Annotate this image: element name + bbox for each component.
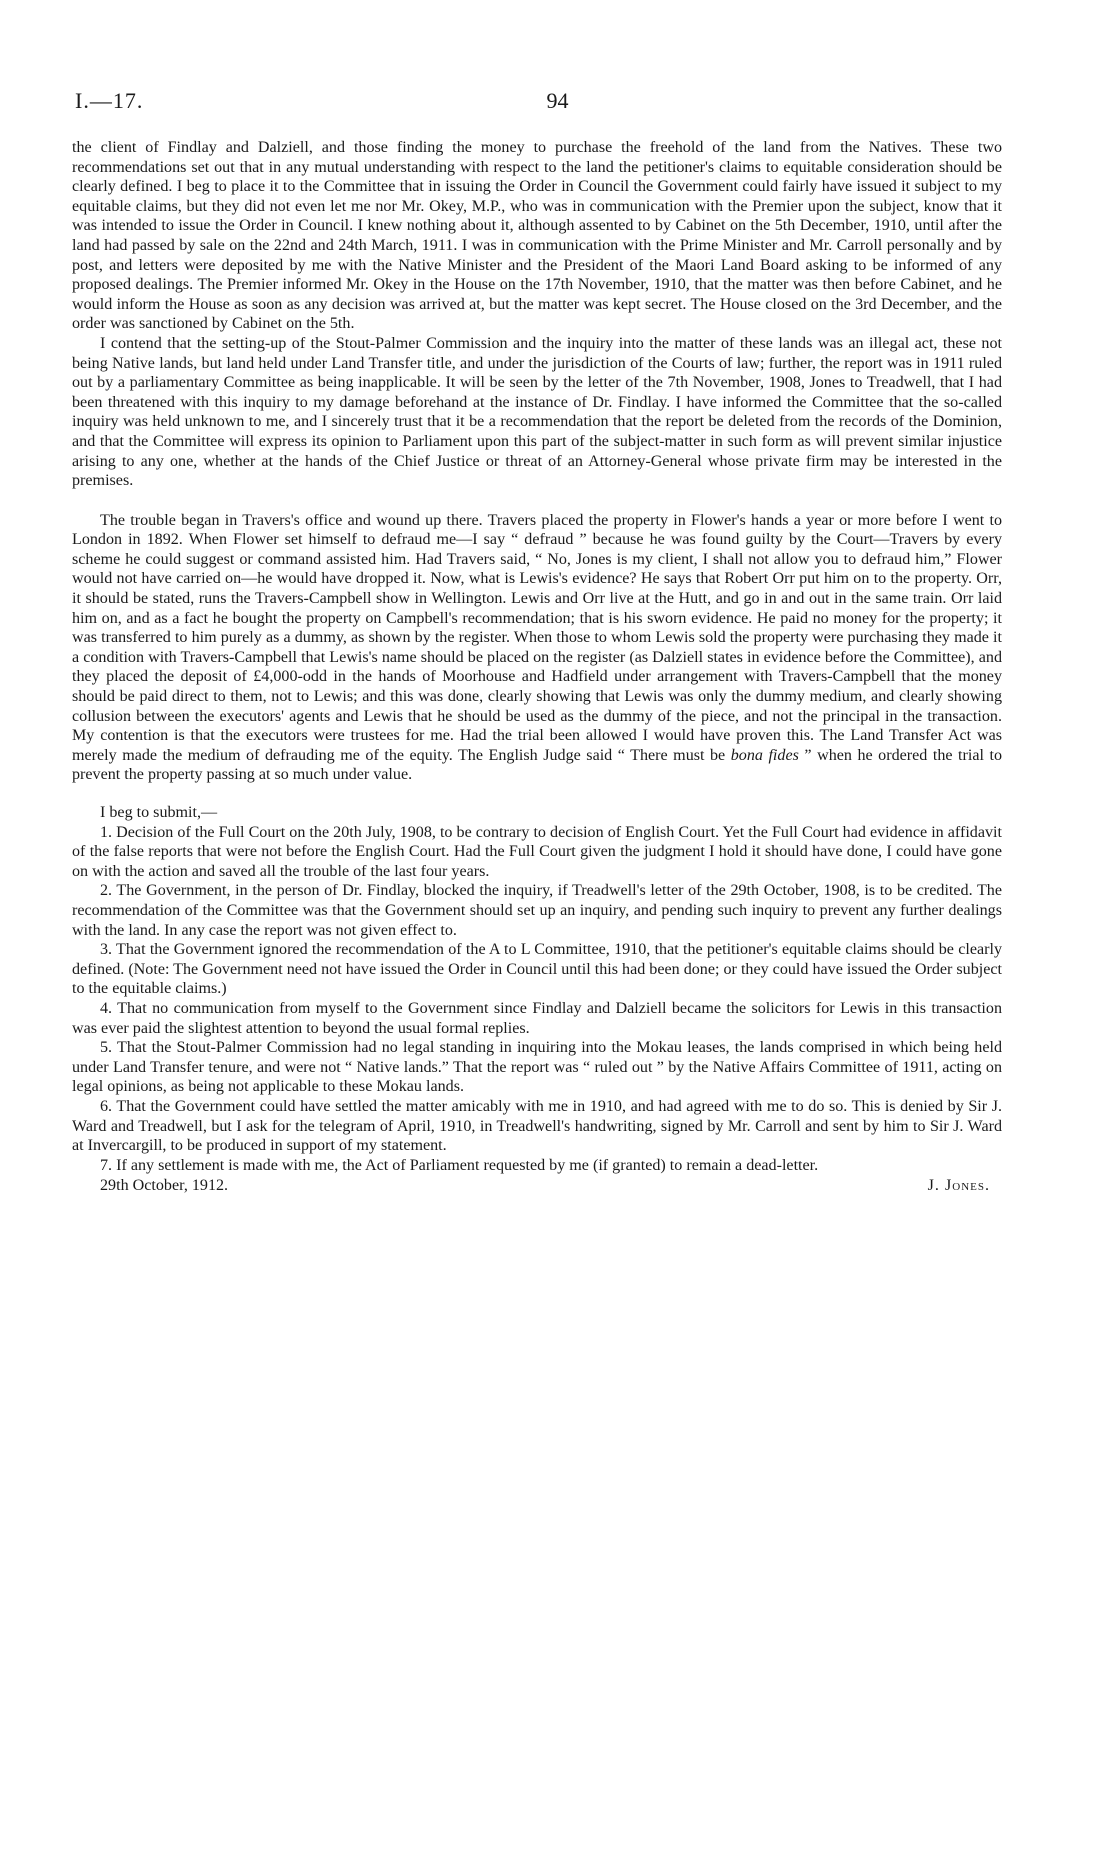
submission-item-2: 2. The Government, in the person of Dr. Findlay, blocked the inquiry, if Treadwell's letter of the 29th October, 1908, is to be credited. The recommendation of the Committee was that the Government should set up an inquiry, and pending such inquiry to prevent any further dealings with the land. In any case the report was not given effect to.: [72, 882, 1002, 939]
submission-item-4: 4. That no communication from myself to the Government since Findlay and Dalziell became the solicitors for Lewis in this transaction was ever paid the slightest attention to beyond the usual formal replies.: [72, 999, 1002, 1037]
signature-name: J. Jones.: [927, 1177, 990, 1195]
parliamentary-paper-ref: I.—17.: [75, 88, 144, 113]
body-paragraph-3-tail: ” when he ordered the trial to prevent the property passing at so much under value.: [72, 746, 1003, 784]
signature-block: [72, 1176, 1002, 1198]
body-paragraph-1: the client of Findlay and Dalziell, and those finding the money to purchase the freehold of the land from the Natives. These two recommendations set out that in any mutual understanding with respect to the land the petitioner's claims to equitable consideration should be clearly defined. I beg to place it to the Committee that in issuing the Order in Council the Government could fairly have issued it subject to my equitable claims, but they did not even let me nor Mr. Okey, M.P., who was in communication with the Premier upon the subject, know that it was intended to issue the Order in Council. I knew nothing about it, although assented to by Cabinet on the 5th December, 1910, until after the land had passed by sale on the 22nd and 24th March, 1911. I was in communication with the Prime Minister and Mr. Carroll personally and by post, and letters were deposited by me with the Native Minister and the President of the Maori Land Board asking to be informed of any proposed dealings. The Premier informed Mr. Okey in the House on the 17th November, 1910, that the matter was then before Cabinet, and he would inform the House as soon as any decision was arrived at, but the matter was kept secret. The House closed on the 3rd December, and the order was sanctioned by Cabinet on the 5th.: [72, 139, 1002, 333]
page-number: 94: [546, 88, 569, 113]
submission-item-7: 7. If any settlement is made with me, the Act of Parliament requested by me (if granted) to remain a dead-letter.: [100, 1156, 819, 1174]
document-body: [72, 138, 1002, 1198]
page-header: [75, 88, 1040, 118]
signature-date: 29th October, 1912.: [100, 1177, 229, 1195]
latin-phrase: bona fides: [730, 746, 799, 764]
body-paragraph-3: [72, 511, 1002, 785]
submission-item-1: 1. Decision of the Full Court on the 20th July, 1908, to be contrary to decision of English Court. Yet the Full Court had evidence in affidavit of the false reports that were not before the English Court. Had the Full Court given the judgment I hold it should have done, I could have gone on with the action and saved all the trouble of the last four years.: [72, 823, 1002, 880]
submission-intro: I beg to submit,—: [100, 804, 218, 821]
submission-item-3: 3. That the Government ignored the recommendation of the A to L Committee, 1910, that the petitioner's equitable claims should be clearly defined. (Note: The Government need not have issued the Order in Council until this had been done; or they could have issued the Order subject to the equitable claims.): [72, 941, 1002, 998]
body-paragraph-3-text: The trouble began in Travers's office and wound up there. Travers placed the property in Flower's hands a year or more before I went to London in 1892. When Flower set himself to defraud me—I say “ defraud ” because he was found guilty by the Court—Travers by every scheme he could suggest or command assisted him. Had Travers said, “ No, Jones is my client, I shall not allow you to defraud him,” Flower would not have carried on—he would have dropped it. Now, what is Lewis's evidence? He says that Robert Orr put him on to the property. Orr, it should be stated, runs the Travers-Campbell show in Wellington. Lewis and Orr live at the Hutt, and go in and out in the same train. Orr laid him on, and as a fact he bought the property on Campbell's recommendation; that is his sworn evidence. He paid no money for the property; it was transferred to him purely as a dummy, as shown by the register. When those to whom Lewis sold the property were purchasing they made it a condition with Travers-Campbell that Lewis's name should be placed on the register (as Dalziell states in evidence before the Committee), and they placed the deposit of £4,000-odd in the hands of Moorhouse and Hadfield under arrangement with Travers-Campbell that the money should be paid direct to them, not to Lewis; and this was done, clearly showing that Lewis was only the dummy medium, and clearly showing collusion between the executors' agents and Lewis that he should be used as the dummy of the piece, and not the principal in the transaction. My contention is that the executors were trustees for me. Had the trial been allowed I would have proven this. The Land Transfer Act was merely made the medium of defrauding me of the equity. The English Judge said “ There must be: [72, 511, 1002, 764]
submission-item-6: 6. That the Government could have settled the matter amicably with me in 1910, and had agreed with me to do so. This is denied by Sir J. Ward and Treadwell, but I ask for the telegram of April, 1910, in Treadwell's handwriting, signed by Mr. Carroll and sent by him to Sir J. Ward at Invercargill, to be produced in support of my statement.: [72, 1097, 1002, 1155]
submission-item-5: 5. That the Stout-Palmer Commission had no legal standing in inquiring into the Mokau leases, the lands comprised in which being held under Land Transfer tenure, and were not “ Native lands.” That the report was “ ruled out ” by the Native Affairs Committee of 1911, acting on legal opinions, as being not applicable to these Mokau lands.: [72, 1039, 1002, 1096]
body-paragraph-2: I contend that the setting-up of the Stout-Palmer Commission and the inquiry into the matter of these lands was an illegal act, these not being Native lands, but land held under Land Transfer title, and under the jurisdiction of the Courts of law; further, the report was in 1911 ruled out by a parliamentary Committee as being inapplicable. It will be seen by the letter of the 7th November, 1908, Jones to Treadwell, that I had been threatened with this inquiry to my damage beforehand at the instance of Dr. Findlay. I have informed the Committee that the so-called inquiry was held unknown to me, and I sincerely trust that it be a recommendation that the report be deleted from the records of the Dominion, and that the Committee will express its opinion to Parliament upon this part of the subject-matter in such form as will prevent similar injustice arising to any one, whether at the hands of the Chief Justice or threat of an Attorney-General whose private firm may be interested in the premises.: [72, 334, 1002, 490]
